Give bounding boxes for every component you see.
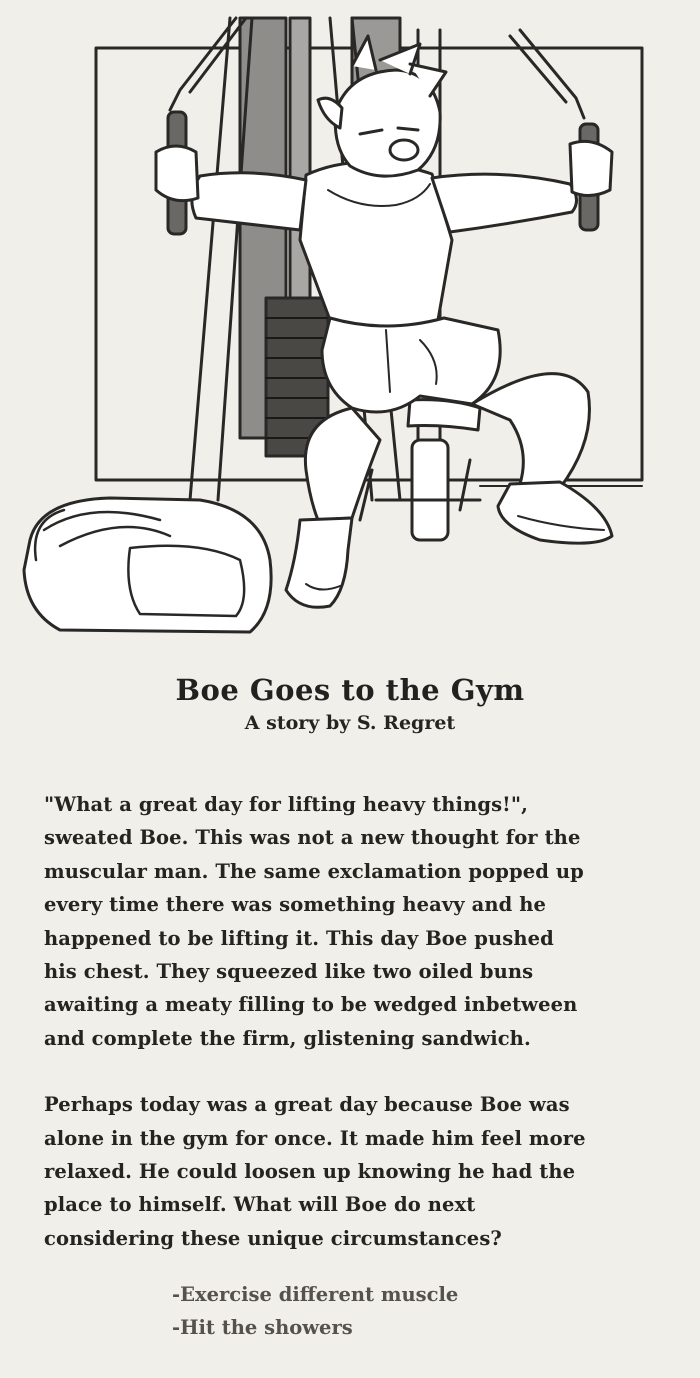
story-paragraph: "What a great day for lifting heavy things!", sweated Boe. This was not a new thought for the muscular man. The same exclamation popped up every time there was something heavy and he happened to be lifting it. This day Boe pushed his chest. They squeezed like two oiled buns awaiting a meaty filling to be wedged inbetween and complete the firm, glistening sandwich. (44, 793, 584, 1050)
story-byline: A story by S. Regret (244, 712, 456, 734)
choice-exercise-different-muscle[interactable]: -Exercise different muscle (172, 1283, 459, 1306)
choice-list (172, 1278, 458, 1344)
title-block (0, 668, 700, 736)
choice-hit-the-showers[interactable]: -Hit the showers (172, 1316, 353, 1339)
gym-illustration (0, 0, 700, 650)
story-title: Boe Goes to the Gym (175, 673, 525, 707)
story-body (44, 788, 684, 1255)
story-paragraph: Perhaps today was a great day because Boe was alone in the gym for once. It made him feel more relaxed. He could loosen up knowing he had the place to himself. What will Boe do next considering these unique circumstances? (44, 1093, 586, 1250)
